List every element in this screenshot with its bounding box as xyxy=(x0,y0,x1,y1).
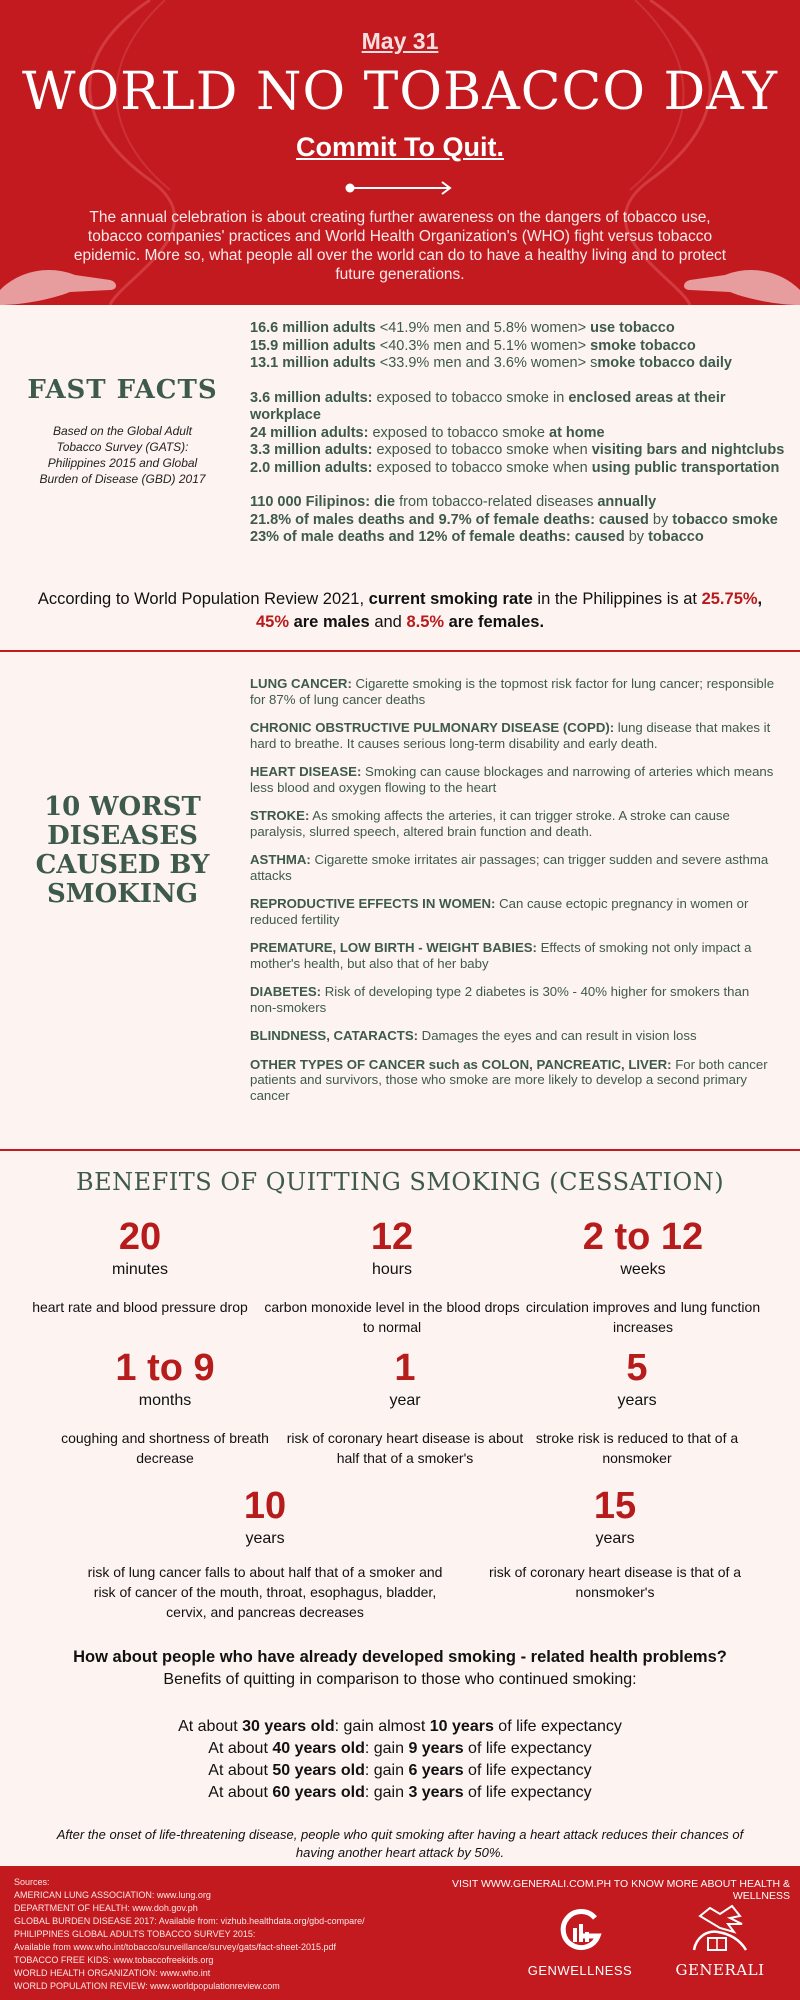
benefit-item: 1 to 9 months coughing and shortness of breath decrease xyxy=(61,1347,269,1466)
life-expectancy-item: At about 50 years old: gain 6 years of life expectancy xyxy=(208,1762,592,1779)
life-expectancy-item: At about 30 years old: gain almost 10 years of life expectancy xyxy=(178,1718,622,1735)
disease-item: PREMATURE, LOW BIRTH - WEIGHT BABIES: Effects of smoking not only impact a mother's health, but also that of her baby xyxy=(250,940,752,971)
disease-item: LUNG CANCER: Cigarette smoking is the topmost risk factor for lung cancer; responsible for 87% of lung cancer deaths xyxy=(250,676,775,707)
benefit-item: 2 to 12 weeks circulation improves and lung function increases xyxy=(525,1216,761,1335)
life-expectancy-item: At about 40 years old: gain 9 years of life expectancy xyxy=(208,1740,592,1757)
fact-item: 110 000 Filipinos: die from tobacco-related diseases annually xyxy=(250,494,657,510)
section-divider xyxy=(0,650,800,652)
diseases-list xyxy=(250,676,775,1116)
fast-facts-title: FAST FACTS xyxy=(27,375,218,405)
disease-item: BLINDNESS, CATARACTS: Damages the eyes and can result in vision loss xyxy=(250,1028,697,1043)
arrow-icon xyxy=(345,180,455,196)
genwellness-logo: GENWELLNESS xyxy=(520,1906,640,1978)
disease-item: STROKE: As smoking affects the arteries, it can trigger stroke. A stroke can cause paralysis, slurred speech, altered brain function and death. xyxy=(250,808,730,839)
heart-attack-note: After the onset of life-threatening disease, people who quit smoking after having a heart attack reduces their chances of having another heart attack by 50%. xyxy=(56,1827,744,1860)
fast-facts-list xyxy=(250,320,790,564)
header-banner xyxy=(0,0,800,305)
facts-group-exposure xyxy=(250,390,790,478)
facts-group-deaths xyxy=(250,494,790,547)
fact-item: 3.3 million adults: exposed to tobacco smoke when visiting bars and nightclubs xyxy=(250,442,785,458)
existing-problems-subtitle: Benefits of quitting in comparison to those who continued smoking: xyxy=(163,1671,637,1688)
source-item: WORLD HEALTH ORGANIZATION: www.who.int xyxy=(14,1968,211,1978)
sources-label: Sources: xyxy=(14,1877,50,1887)
fact-item: 23% of male deaths and 12% of female deaths: caused by tobacco xyxy=(250,529,704,545)
life-expectancy-list xyxy=(100,1716,700,1804)
fast-facts-source: Based on the Global Adult Tobacco Survey (GATS): Philippines 2015 and Global Burden of Disease (GBD) 2017 xyxy=(39,424,206,486)
sources-list xyxy=(14,1876,414,1993)
fact-item: 21.8% of males deaths and 9.7% of female deaths: caused by tobacco smoke xyxy=(250,511,778,528)
visit-website-link[interactable]: VISIT WWW.GENERALI.COM.PH TO KNOW MORE ABOUT HEALTH & WELLNESS xyxy=(452,1878,790,1902)
benefit-item: 10 years risk of lung cancer falls to about half that of a smoker and risk of cancer of the mouth, throat, esophagus, bladder, cervix, and pancreas decreases xyxy=(87,1485,443,1620)
tagline: Commit To Quit. xyxy=(296,132,504,162)
disease-item: HEART DISEASE: Smoking can cause blockages and narrowing of arteries which means less blood and oxygen flowing to the heart xyxy=(250,764,774,795)
lion-icon xyxy=(680,1902,760,1956)
hand-left-icon xyxy=(0,250,120,305)
section-divider xyxy=(0,1149,800,1151)
benefit-item: 15 years risk of coronary heart disease is that of a nonsmoker's xyxy=(488,1485,742,1600)
genwellness-g-icon xyxy=(555,1906,605,1956)
smoking-rate-statement: According to World Population Review 2021, current smoking rate in the Philippines is at 25.75%, 45% are males and 8.5% are females. xyxy=(37,590,763,631)
life-expectancy-item: At about 60 years old: gain 3 years of life expectancy xyxy=(208,1784,592,1801)
source-item: GLOBAL BURDEN DISEASE 2017: Available from: vizhub.healthdata.org/gbd-compare/ xyxy=(14,1916,365,1926)
benefit-item: 5 years stroke risk is reduced to that of a nonsmoker xyxy=(535,1347,739,1466)
source-item: DEPARTMENT OF HEALTH: www.doh.gov.ph xyxy=(14,1903,198,1913)
source-item: WORLD POPULATION REVIEW: www.worldpopulationreview.com xyxy=(14,1981,280,1991)
fact-item: 2.0 million adults: exposed to tobacco smoke when using public transportation xyxy=(250,459,780,476)
footer xyxy=(0,1866,800,2000)
disease-item: REPRODUCTIVE EFFECTS IN WOMEN: Can cause ectopic pregnancy in women or reduced fertility xyxy=(250,896,749,927)
benefit-item: 1 year risk of coronary heart disease is about half that of a smoker's xyxy=(286,1347,524,1466)
page-title: WORLD NO TOBACCO DAY xyxy=(22,62,778,122)
disease-item: OTHER TYPES OF CANCER such as COLON, PANCREATIC, LIVER: For both cancer patients and survivors, those who smoke are more likely to develop a second primary cancer xyxy=(250,1056,768,1103)
benefits-title: BENEFITS OF QUITTING SMOKING (CESSATION) xyxy=(75,1168,725,1196)
diseases-title: 10 WORST DISEASES CAUSED BY SMOKING xyxy=(35,792,210,909)
source-item: Available from www.who.int/tobacco/surveillance/survey/gats/fact-sheet-2015.pdf xyxy=(14,1942,336,1952)
disease-item: DIABETES: Risk of developing type 2 diabetes is 30% - 40% higher for smokers than non-smokers xyxy=(250,984,750,1015)
fact-item: 24 million adults: exposed to tobacco smoke at home xyxy=(250,424,605,441)
fast-facts-section xyxy=(0,305,800,650)
fact-item: 3.6 million adults: exposed to tobacco smoke in enclosed areas at their workplace xyxy=(250,389,726,423)
benefit-item: 12 hours carbon monoxide level in the blood drops to normal xyxy=(264,1216,520,1335)
event-date: May 31 xyxy=(361,28,439,54)
existing-problems-question: How about people who have already developed smoking - related health problems? xyxy=(73,1648,727,1666)
disease-item: ASTHMA: Cigarette smoke irritates air passages; can trigger sudden and severe asthma attacks xyxy=(250,852,769,883)
fact-item: 13.1 million adults <33.9% men and 3.6% women> smoke tobacco daily xyxy=(250,355,732,371)
benefit-item: 20 minutes heart rate and blood pressure drop xyxy=(32,1216,248,1315)
source-item: TOBACCO FREE KIDS: www.tobaccofreekids.org xyxy=(14,1955,214,1965)
hand-right-icon xyxy=(680,250,800,305)
disease-item: CHRONIC OBSTRUCTIVE PULMONARY DISEASE (COPD): lung disease that makes it hard to breathe. It causes serious long-term disability and early death. xyxy=(250,720,771,751)
intro-text: The annual celebration is about creating further awareness on the dangers of tobacco use, tobacco companies' practices and World Health Organization's (WHO) fight versus tobacco epidemic. More so, what people all over the world can do to have a healthy living and to protect future generations. xyxy=(73,209,727,283)
fact-item: 15.9 million adults <40.3% men and 5.1% women> smoke tobacco xyxy=(250,337,696,354)
fact-item: 16.6 million adults <41.9% men and 5.8% women> use tobacco xyxy=(250,320,675,336)
generali-logo: GENERALI xyxy=(655,1902,785,1979)
source-item: PHILIPPINES GLOBAL ADULTS TOBACCO SURVEY 2015: xyxy=(14,1929,256,1939)
facts-group-tobacco-use xyxy=(250,320,790,373)
source-item: AMERICAN LUNG ASSOCIATION: www.lung.org xyxy=(14,1890,211,1900)
